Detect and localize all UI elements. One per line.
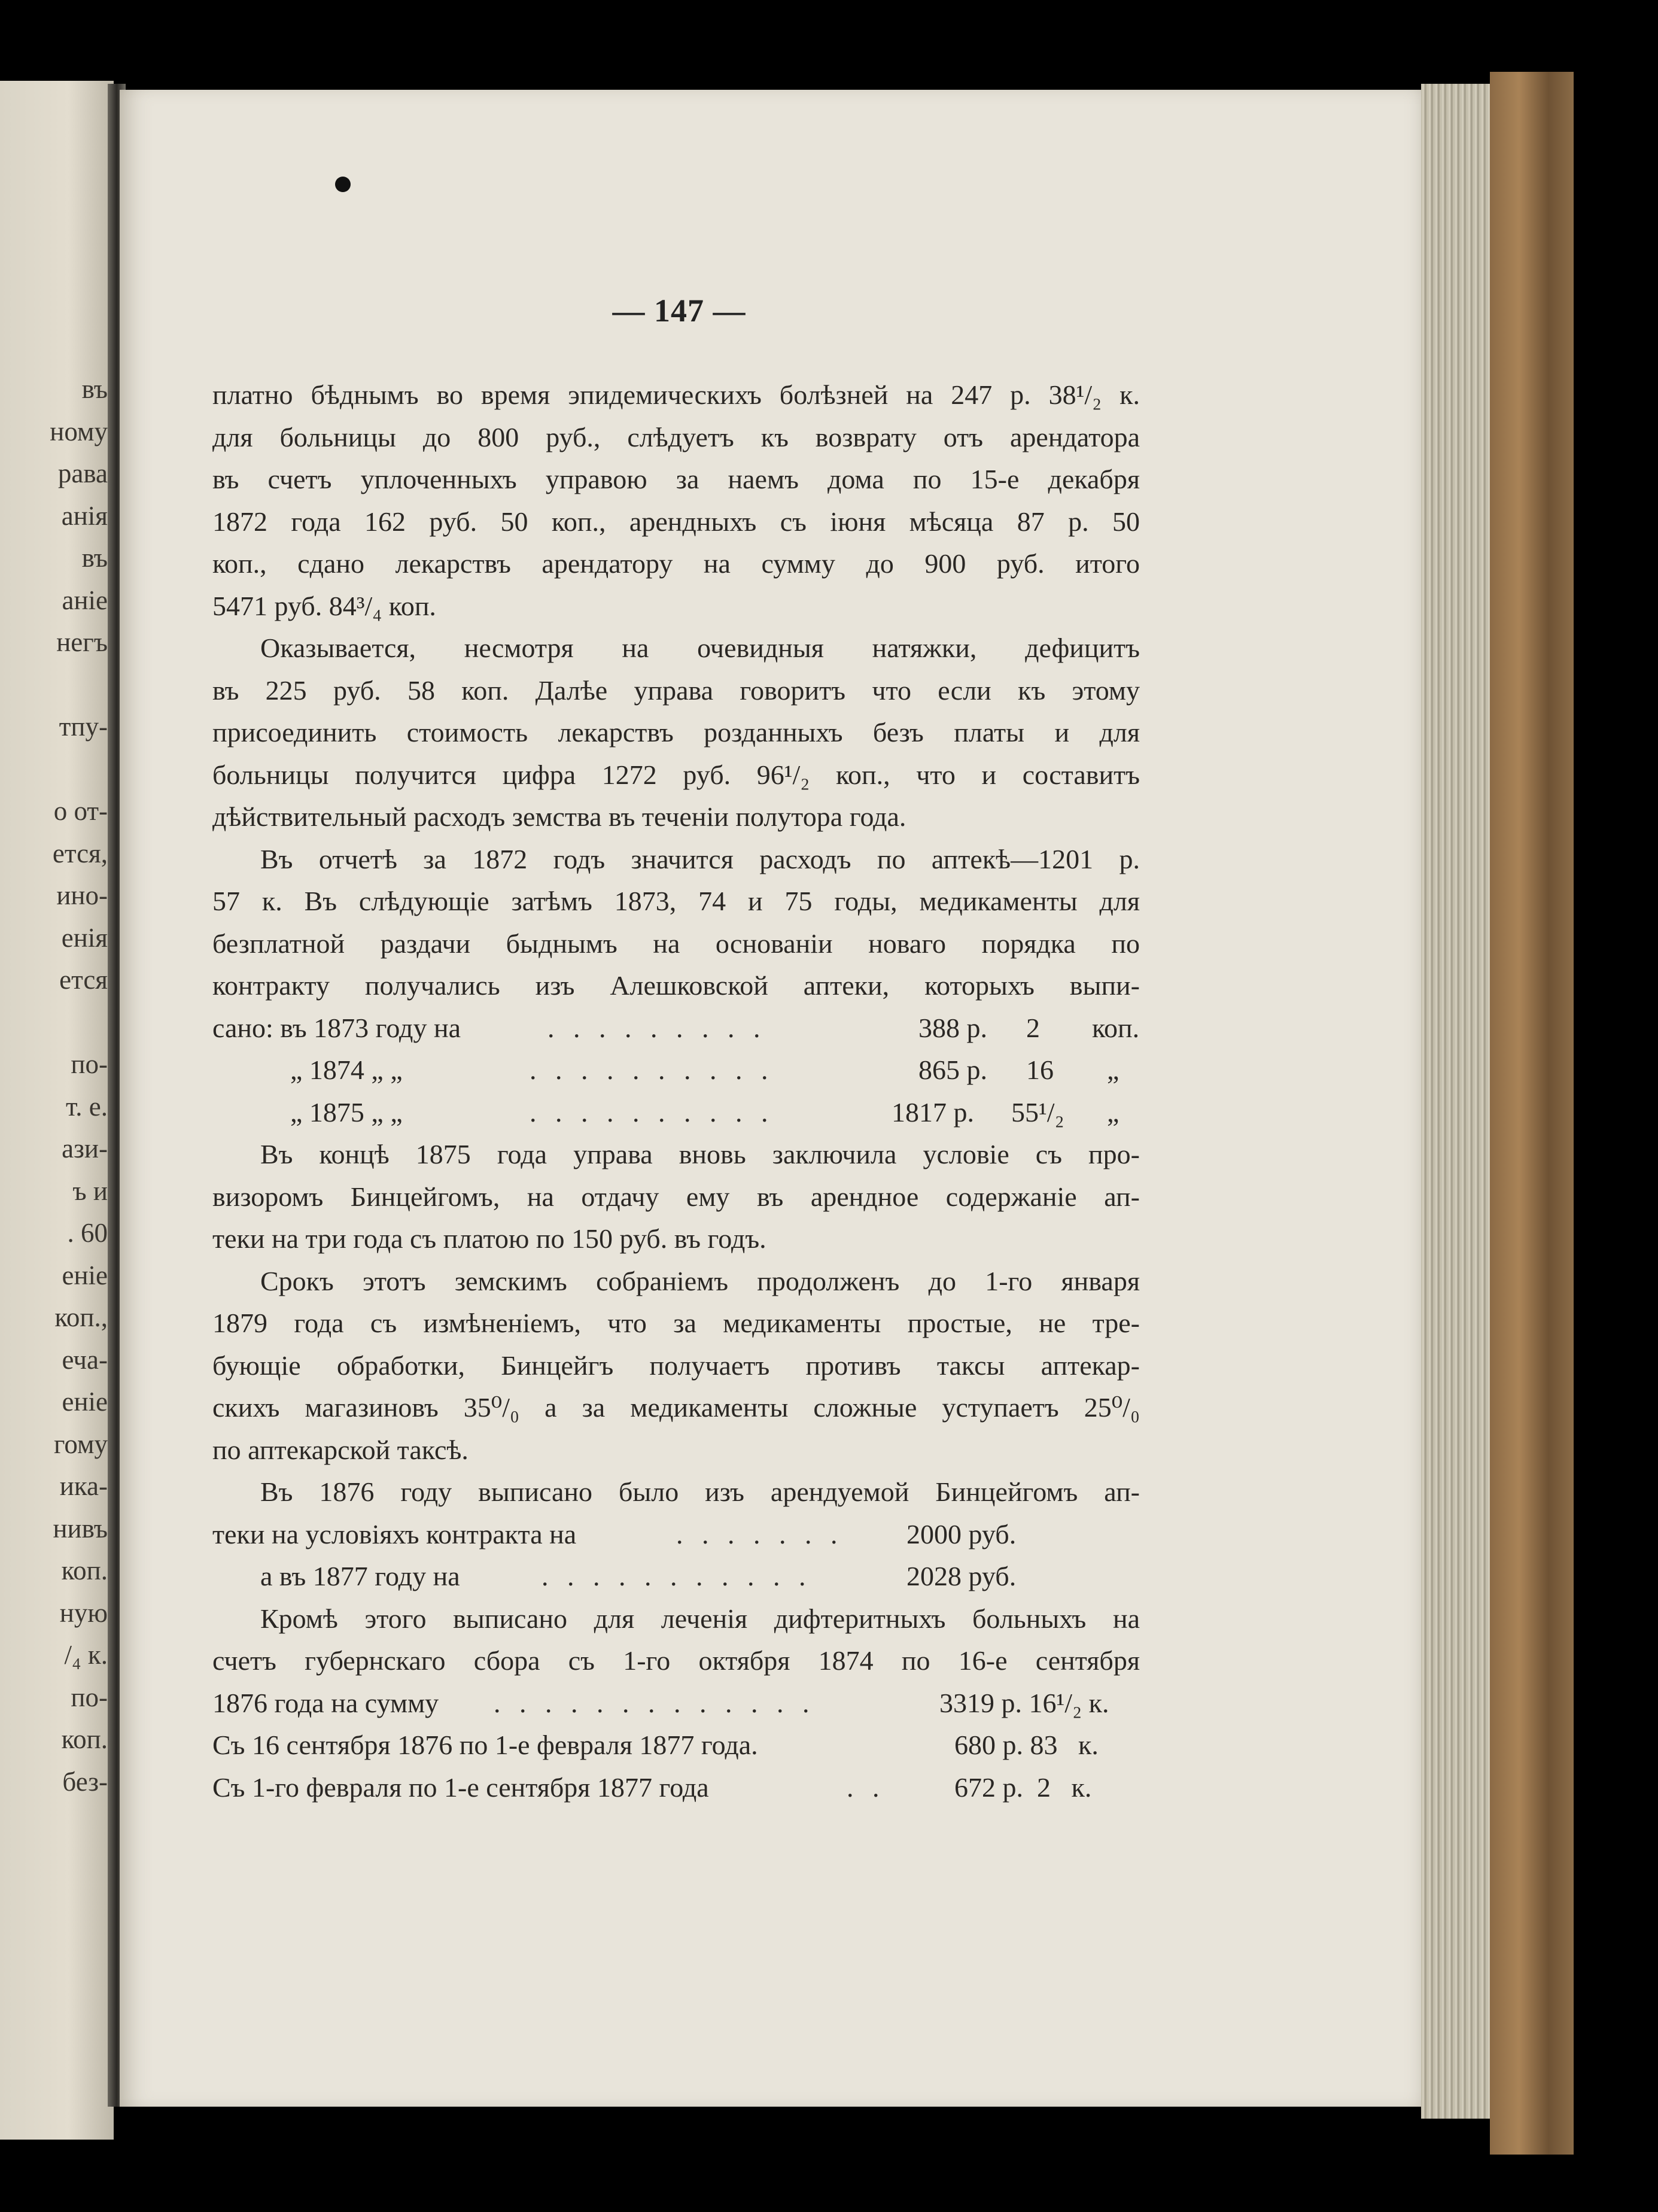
row-label: а въ 1877 году на: [260, 1561, 460, 1591]
row-label: Съ 1-го февраля по 1-е сентября 1877 года: [212, 1772, 709, 1803]
left-page-fragment: коп.: [61, 1555, 108, 1585]
text-line: Въ отчетѣ за 1872 годъ значится расходъ по аптекѣ—1201 р.: [260, 843, 1140, 874]
row-amount: 2028 руб.: [906, 1561, 1017, 1591]
text-line: Кромѣ этого выписано для леченія дифтеритныхъ больныхъ на: [260, 1603, 1140, 1634]
row-amount: 1817 р.: [892, 1096, 974, 1128]
left-page-fragment: без-: [62, 1766, 108, 1797]
left-page-fragment: ную: [59, 1597, 108, 1628]
row-amount: 388 р.: [918, 1012, 987, 1043]
text-line: присоединить стоимость лекарствъ розданныхъ безъ платы и для: [212, 717, 1140, 748]
row-amount: 865 р.: [918, 1055, 987, 1085]
left-page-fragment: въ: [81, 543, 108, 573]
leader-dots: . . . . . . .: [676, 1518, 844, 1549]
row-label: 1876 года на сумму: [212, 1687, 439, 1718]
page-body-text: [212, 374, 1140, 1809]
left-page-fragment: въ: [81, 374, 108, 404]
left-page-fragment: /₄ к.: [64, 1640, 108, 1670]
left-page-fragment: анія: [61, 500, 108, 531]
table-row: [212, 1555, 1140, 1598]
text-line: счетъ губернскаго сбора съ 1-го октября 1874 по 16-е сентября: [212, 1645, 1140, 1676]
row-kopecks: 16: [1026, 1055, 1054, 1085]
left-page-fragment: ному: [50, 416, 108, 446]
row-label: „ 1875 „ „: [290, 1096, 403, 1128]
left-page-fragment: ется: [59, 965, 108, 995]
expense-table-1873-1875: [212, 1007, 1140, 1134]
text-line: Оказывается, несмотря на очевидныя натяжки, дефицитъ: [260, 633, 1140, 663]
left-page-fragment: по-: [71, 1049, 108, 1079]
row-label: теки на условіяхъ контракта на: [212, 1518, 577, 1549]
text-line: 1872 года 162 руб. 50 коп., арендныхъ съ іюня мѣсяца 87 р. 50: [212, 506, 1140, 537]
paragraph-3: [212, 838, 1140, 1007]
text-line: платно бѣднымъ во время эпидемическихъ болѣзней на 247 р. 38¹/₂ к.: [212, 379, 1140, 410]
table-row: [212, 1724, 1140, 1767]
left-page-fragment: ъ и: [72, 1175, 108, 1206]
row-unit: „: [1107, 1096, 1119, 1128]
left-page-fragment: енія: [61, 922, 108, 953]
left-page-fragment: гому: [54, 1429, 108, 1459]
text-line: Срокъ этотъ земскимъ собраніемъ продолженъ до 1-го января: [260, 1265, 1140, 1296]
text-line: 1879 года съ измѣненіемъ, что за медикаменты простые, не тре-: [212, 1308, 1140, 1338]
paragraph-1: [212, 374, 1140, 627]
left-page-fragment: ази-: [62, 1134, 108, 1163]
text-line: бующіе обработки, Бинцейгъ получаетъ противъ таксы аптекар-: [212, 1350, 1140, 1381]
row-kopecks: 55¹/₂: [1011, 1096, 1064, 1128]
book-cover-edge: [1490, 72, 1574, 2155]
row-unit: „: [1107, 1055, 1119, 1085]
table-row: [212, 1007, 1140, 1050]
row-kopecks: 2: [1026, 1012, 1040, 1043]
paragraph-2: [212, 627, 1140, 838]
leader-dots: . . . . . . . . . . .: [541, 1561, 812, 1591]
leader-dots: . . . . . . . . .: [547, 1012, 766, 1043]
left-page-fragment: коп.,: [54, 1302, 108, 1332]
text-line: по аптекарской таксѣ.: [212, 1434, 469, 1465]
table-row: [212, 1682, 1140, 1725]
left-page-fragment: . 60: [67, 1218, 108, 1248]
text-line: въ счетъ уплоченныхъ управою за наемъ дома по 15-е декабря: [212, 464, 1140, 494]
leader-dots: . . . . . . . . . .: [530, 1096, 774, 1128]
page-number: — 147 —: [612, 293, 746, 329]
left-page-fragment: нивъ: [53, 1513, 108, 1543]
text-line: больницы получится цифра 1272 руб. 96¹/₂ коп., что и составитъ: [212, 759, 1140, 790]
row-amount: 3319 р. 16¹/₂ к.: [939, 1687, 1109, 1718]
text-line: визоромъ Бинцейгомъ, на отдачу ему въ арендное содержаніе ап-: [212, 1181, 1140, 1212]
text-line: безплатной раздачи быднымъ на основаніи новаго порядка по: [212, 928, 1140, 959]
row-amount: 2000 руб.: [906, 1518, 1017, 1549]
left-page-fragment: ино-: [56, 880, 108, 910]
leader-dots: . . . . . . . . . .: [530, 1055, 774, 1085]
text-line: дѣйствительный расходъ земства въ теченіи полутора года.: [212, 801, 906, 832]
left-page-text-fragments: [3, 368, 108, 1803]
leader-dots: . . . . . . . . . . . . .: [494, 1687, 816, 1718]
text-line: контракту получались изъ Алешковской аптеки, которыхъ выпи-: [212, 970, 1140, 1001]
left-page-fragment: негъ: [56, 627, 108, 657]
table-row: [212, 1049, 1140, 1092]
text-line: въ 225 руб. 58 коп. Далѣе управа говоритъ что если къ этому: [212, 674, 1140, 706]
left-page-fragment: еча-: [62, 1344, 108, 1375]
table-row: [212, 1514, 1140, 1556]
text-line: 57 к. Въ слѣдующіе затѣмъ 1873, 74 и 75 годы, медикаменты для: [212, 886, 1140, 916]
left-page-fragment: т. е.: [65, 1091, 108, 1122]
left-page-fragment: еніе: [62, 1260, 108, 1290]
table-row: [212, 1767, 1140, 1809]
left-page-fragment: аніе: [62, 585, 108, 615]
row-amount: 672 р. 2 к.: [954, 1772, 1092, 1803]
left-page-fragment: коп.: [61, 1724, 108, 1754]
row-label: Съ 16 сентября 1876 по 1-е февраля 1877 года.: [212, 1730, 758, 1760]
text-line: для больницы до 800 руб., слѣдуетъ къ возврату отъ арендатора: [212, 421, 1140, 452]
row-amount: 680 р. 83 к.: [954, 1730, 1099, 1760]
leader-dots: . .: [847, 1772, 886, 1803]
table-row: [212, 1092, 1140, 1134]
left-page-fragment: [3, 1001, 108, 1044]
row-label: сано: въ 1873 году на: [212, 1012, 461, 1043]
ink-dot-mark: [335, 177, 351, 192]
text-line: 5471 руб. 84³/₄ коп.: [212, 590, 436, 621]
row-unit: коп.: [1092, 1012, 1140, 1043]
text-line: теки на три года съ платою по 150 руб. въ годъ.: [212, 1223, 766, 1254]
left-page-fragment: тпу-: [59, 712, 108, 742]
left-page-fragment: [3, 748, 108, 791]
left-page-fragment: рава: [57, 458, 108, 488]
left-page-fragment: по-: [71, 1682, 108, 1712]
paragraph-6: [212, 1471, 1140, 1598]
row-label: „ 1874 „ „: [290, 1055, 403, 1085]
text-line: Въ 1876 году выписано было изъ арендуемой Бинцейгомъ ап-: [260, 1476, 1140, 1507]
left-page-fragment: ика-: [59, 1471, 108, 1501]
text-line: коп., сдано лекарствъ арендатору на сумму до 900 руб. итого: [212, 548, 1140, 579]
paragraph-4: [212, 1134, 1140, 1260]
paragraph-7: [212, 1598, 1140, 1809]
left-page: [0, 81, 114, 2140]
text-line: скихъ магазиновъ 35⁰/₀ а за медикаменты сложные уступаетъ 25⁰/₀: [212, 1392, 1140, 1423]
left-page-fragment: о от-: [53, 796, 108, 826]
left-page-fragment: [3, 664, 108, 706]
paragraph-5: [212, 1260, 1140, 1472]
left-page-fragment: ется,: [52, 838, 108, 868]
text-line: Въ концѣ 1875 года управа вновь заключила условіе съ про-: [260, 1139, 1140, 1169]
left-page-fragment: еніе: [62, 1387, 108, 1417]
